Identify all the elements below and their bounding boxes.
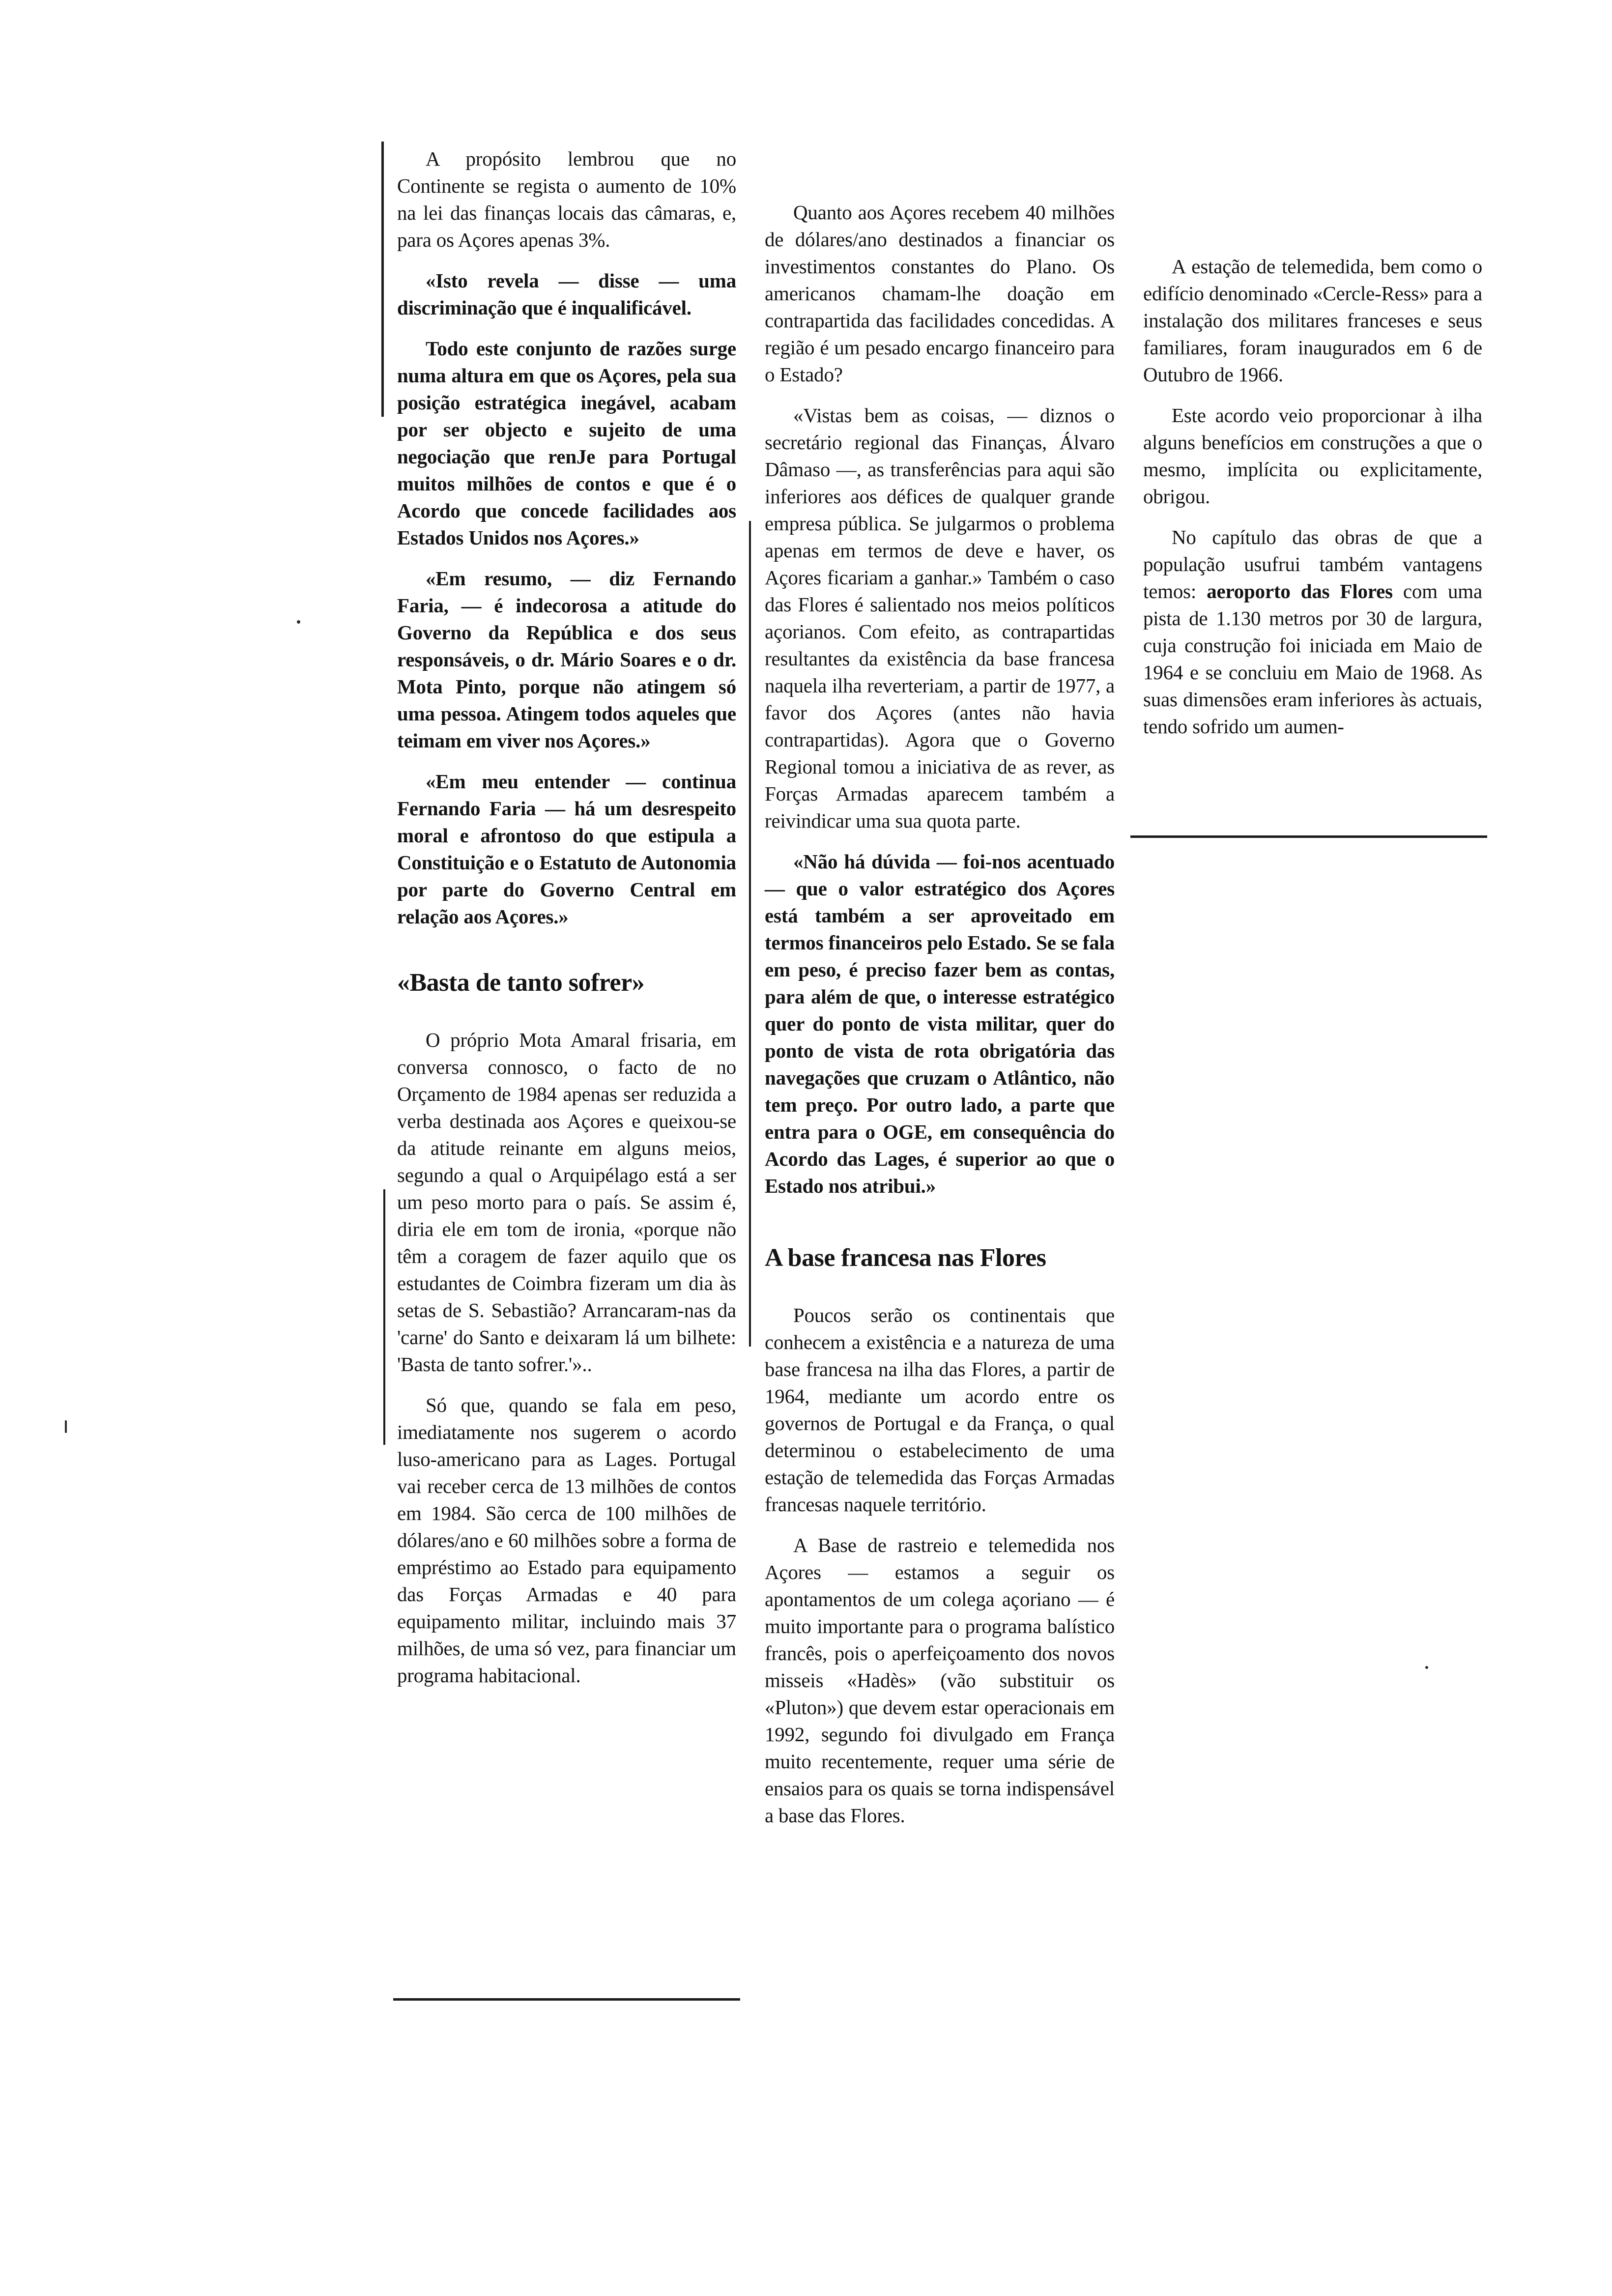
- text-run: com uma pista de 1.130 metros por 30 de largura, cuja construção foi iniciada em Maio de 1964 e se concluiu em Maio de 1968. As suas dimensões eram inferiores às actuais, tendo sofrido um aumen-: [1143, 580, 1482, 738]
- scan-speck: [1425, 1666, 1428, 1669]
- paragraph: A estação de telemedida, bem como o edifício denominado «Cercle-Ress» para a instalação dos militares franceses e seus familiares, foram inaugurados em 6 de Outubro de 1966.: [1143, 255, 1482, 386]
- paragraph: A Base de rastreio e telemedida nos Açores — estamos a seguir os apontamentos de um colega açoriano — é muito importante para o programa balístico francês, pois o aperfeiçoamento dos novos misseis «Hadès» (vão substituir os «Pluton») que devem estar operacionais em 1992, segundo foi divulgado em França muito recentemente, requer uma série de ensaios para os quais se torna indispensável a base das Flores.: [765, 1534, 1115, 1827]
- paragraph: Este acordo veio proporcionar à ilha alguns benefícios em construções a que o mesmo, implícita ou explicitamente, obrigou.: [1143, 404, 1482, 508]
- paragraph: «Em meu entender — continua Fernando Faria — há um desrespeito moral e afrontoso do que estipula a Constituição e o Estatuto de Autonomia por parte do Governo Central em relação aos Açores.»: [397, 770, 736, 928]
- paragraph: [1143, 524, 1482, 740]
- paragraph: A propósito lembrou que no Continente se regista o aumento de 10% na lei das finanças locais das câmaras, e, para os Açores apenas 3%.: [397, 147, 736, 251]
- subheading-base-francesa: A base francesa nas Flores: [765, 1244, 1046, 1272]
- paragraph: O próprio Mota Amaral frisaria, em conversa connosco, o facto de no Orçamento de 1984 apenas ser reduzida a verba destinada aos Açores e queixou-se da atitude reinante em alguns meios, segundo a qual o Arquipélago está a ser um peso morto para o país. Se assim é, diria ele em tom de ironia, «porque não têm a coragem de fazer aquilo que os estudantes de Coimbra fizeram um dia às setas de S. Sebastião? Arrancaram-nas da 'carne' do Santo e deixaram lá um bilhete: 'Basta de tanto sofrer.'»..: [397, 1029, 736, 1376]
- paragraph: Só que, quando se fala em peso, imediatamente nos sugerem o acordo luso-americano para as Lages. Portugal vai receber cerca de 13 milhões de contos em 1984. São cerca de 100 milhões de dólares/ano e 60 milhões sobre a forma de empréstimo ao Estado para equipamento das Forças Armadas e 40 para equipamento militar, incluindo mais 37 milhões, de uma só vez, para financiar um programa habitacional.: [397, 1394, 736, 1687]
- column-rule-left-bottom: [383, 1189, 385, 1445]
- subheading-basta: «Basta de tanto sofrer»: [397, 969, 645, 997]
- paragraph: «Não há dúvida — foi-nos acentuado — que o valor estratégico dos Açores está também a ser aproveitado em termos financeiros pelo Estado. Se se fala em peso, é preciso fazer bem as contas, para além de que, o interesse estratégico quer do ponto de vista militar, quer do ponto de vista de rota obrigatória das navegações que cruzam o Atlântico, não tem preço. Por outro lado, a parte que entra para o OGE, em consequência do Acordo das Lages, é superior ao que o Estado nos atribui.»: [765, 850, 1115, 1197]
- text-run: No capítulo das obras de que a população usufrui também vantagens temos:: [1143, 526, 1482, 603]
- column-end-rule: [1130, 835, 1487, 838]
- bold-text-run: aeroporto das Flores: [1207, 580, 1393, 603]
- article-column-2: [765, 199, 1115, 1843]
- article-column-3: [1143, 253, 1482, 754]
- scan-speck: [65, 1420, 67, 1433]
- paragraph: «Em resumo, — diz Fernando Faria, — é indecorosa a atitude do Governo da República e dos seus responsáveis, o dr. Mário Soares e o dr. Mota Pinto, porque não atingem só uma pessoa. Atingem todos aqueles que teimam em viver nos Açores.»: [397, 567, 736, 752]
- paragraph: Todo este conjunto de razões surge numa altura em que os Açores, pela sua posição estratégica inegável, acabam por ser objecto e sujeito de uma negociação que renJe para Portugal muitos milhões de contos e que é o Acordo que concede facilidades aos Estados Unidos nos Açores.»: [397, 337, 736, 549]
- paragraph: «Vistas bem as coisas, — diznos o secretário regional das Finanças, Álvaro Dâmaso —, as transferências para aqui são inferiores aos défices de qualquer grande empresa pública. Se julgarmos o problema apenas em termos de deve e haver, os Açores ficariam a ganhar.» Também o caso das Flores é salientado nos meios políticos açorianos. Com efeito, as contrapartidas resultantes da existência da base francesa naquela ilha reverteriam, a partir de 1977, a favor dos Açores (antes não havia contrapartidas). Agora que o Governo Regional tomou a iniciativa de as rever, as Forças Armadas aparecem também a reivindicar uma sua quota parte.: [765, 404, 1115, 832]
- column-rule-left-top: [381, 142, 384, 417]
- paragraph: Quanto aos Açores recebem 40 milhões de dólares/ano destinados a financiar os investimentos constantes do Plano. Os americanos chamam-lhe doação em contrapartida das facilidades concedidas. A região é um pesado encargo financeiro para o Estado?: [765, 201, 1115, 386]
- column-end-rule: [393, 1998, 740, 2001]
- scan-speck: [297, 620, 300, 624]
- article-column-1: [397, 145, 736, 1703]
- paragraph: Poucos serão os continentais que conhecem a existência e a natureza de uma base francesa na ilha das Flores, a partir de 1964, mediante um acordo entre os governos de Portugal e da França, o qual determinou o estabelecimento de uma estação de telemedida das Forças Armadas francesas naquele território.: [765, 1304, 1115, 1516]
- column-rule-middle: [749, 521, 751, 1347]
- paragraph: «Isto revela — disse — uma discriminação que é inqualificável.: [397, 269, 736, 319]
